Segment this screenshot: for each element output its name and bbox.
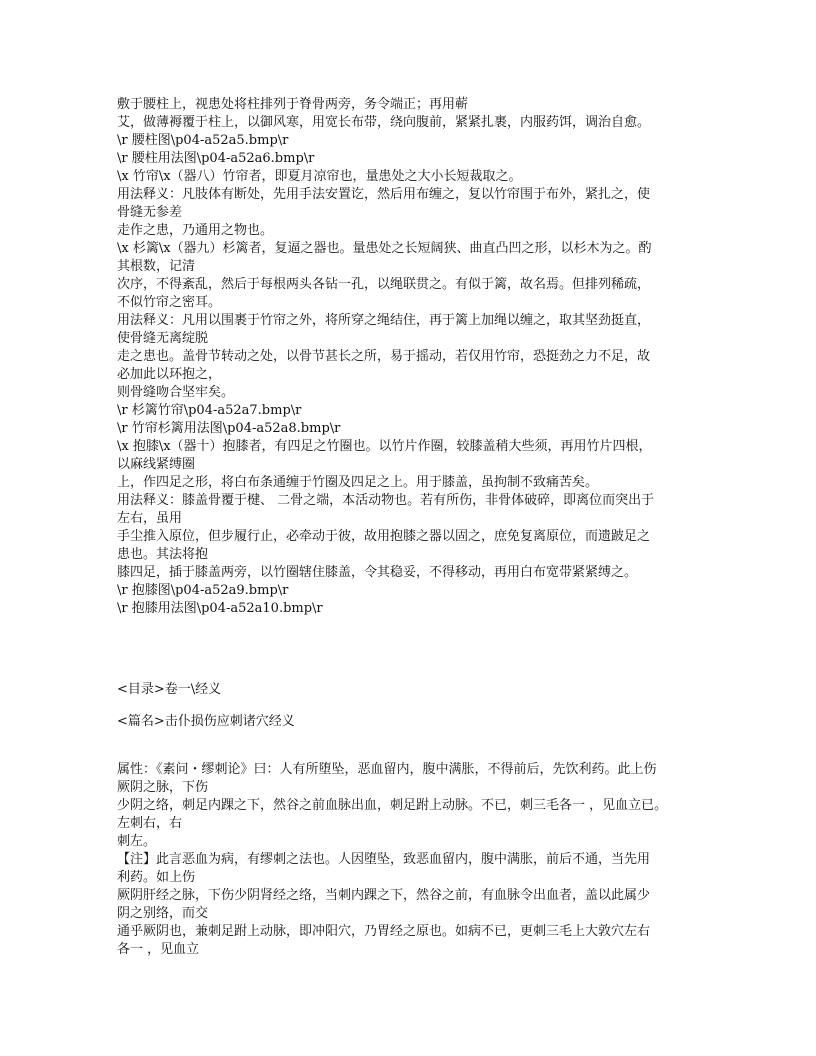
text-line: 属性：《素问・缪刺论》曰：人有所堕坠，恶血留内，腹中满胀，不得前后，先饮利药。此上伤: [117, 762, 657, 777]
text-line: 各一 ，见血立: [117, 942, 200, 957]
text-line: 用法释义：凡用以围裹于竹帘之外，将所穿之绳结住，再于篱上加绳以缠之，取其坚劲挺直，: [117, 313, 651, 328]
text-line: \r 腰柱图\p04-a52a5.bmp\r: [117, 133, 289, 148]
text-line: 通乎厥阴也，兼刺足跗上动脉，即冲阳穴，乃胃经之原也。如病不已，更刺三毛上大敦穴左右: [117, 924, 651, 939]
text-line: 敷于腰柱上，视患处将柱排列于脊骨两旁，务令端正；再用蕲: [117, 97, 469, 112]
text-line: \x 杉篱\x（器九）杉篱者，复逼之器也。量患处之长短阔狭、曲直凸凹之形，以杉木为之。酌: [117, 241, 652, 256]
catalog-line: <目录>卷一\经义: [117, 682, 222, 697]
text-line: 以麻线紧缚圈: [117, 457, 196, 472]
text-line: 使骨缝无离绽脱: [117, 331, 209, 346]
text-line: 厥阴之脉，下伤: [117, 780, 209, 795]
text-line: 患也。其法将抱: [117, 547, 209, 562]
chapter-line: <篇名>击仆损伤应刺诸穴经义: [117, 714, 295, 729]
text-line: 阴之别络，而交: [117, 906, 209, 921]
text-line: 艾，做薄褥覆于柱上，以御风寒，用宽长布带，绕向腹前，紧紧扎裹，内服药饵，调治自愈。: [117, 115, 651, 130]
text-line: \x 抱膝\x（器十）抱膝者，有四足之竹圈也。以竹片作圈，较膝盖稍大些须，再用竹片四根，: [117, 439, 652, 454]
text-line: 【注】此言恶血为病，有缪刺之法也。人因堕坠，致恶血留内，腹中满胀，前后不通，当先用: [117, 852, 651, 867]
text-line: 利药。如上伤: [117, 870, 196, 885]
text-line: 则骨缝吻合坚牢矣。: [117, 385, 235, 400]
text-line: 用法释义：凡肢体有断处，先用手法安置讫，然后用布缠之，复以竹帘围于布外，紧扎之，使: [117, 187, 651, 202]
text-line: \r 杉篱竹帘\p04-a52a7.bmp\r: [117, 403, 302, 418]
catalog-heading: [117, 681, 707, 699]
text-section-2: [117, 761, 707, 959]
text-line: \r 腰柱用法图\p04-a52a6.bmp\r: [117, 151, 315, 166]
text-line: \r 竹帘杉篱用法图\p04-a52a8.bmp\r: [117, 421, 341, 436]
text-line: 走作之患，乃通用之物也。: [117, 223, 274, 238]
text-line: 骨缝无参差: [117, 205, 183, 220]
text-line: 走之患也。盖骨节转动之处，以骨节甚长之所，易于摇动，若仅用竹帘，恐挺劲之力不足，故: [117, 349, 651, 364]
text-line: 不似竹帘之密耳。: [117, 295, 222, 310]
text-line: \x 竹帘\x（器八）竹帘者，即夏月凉帘也，量患处之大小长短裁取之。: [117, 169, 522, 184]
text-line: \r 抱膝用法图\p04-a52a10.bmp\r: [117, 601, 323, 616]
text-line: 膝四足，插于膝盖两旁，以竹圈辖住膝盖，令其稳妥，不得移动，再用白布宽带紧紧缚之。: [117, 565, 638, 580]
chapter-heading: [117, 713, 707, 731]
text-line: 少阴之络，刺足内踝之下，然谷之前血脉出血，刺足跗上动脉。不已，刺三毛各一 ，见血立已。: [117, 798, 668, 813]
text-line: 上，作四足之形，将白布条通缠于竹圈及四足之上。用于膝盖，虽拘制不致痛苦矣。: [117, 475, 599, 490]
text-line: 必加此以环抱之，: [117, 367, 222, 382]
text-line: 其根数，记清: [117, 259, 196, 274]
text-line: 手尘推入原位，但步履行止，必牵动于彼，故用抱膝之器以固之，庶免复离原位，而遗跛足之: [117, 529, 651, 544]
text-line: 用法释义：膝盖骨覆于楗、 二骨之端，本活动物也。若有所伤，非骨体破碎，即离位而突出于: [117, 493, 655, 508]
text-section-1: [117, 96, 707, 618]
text-line: \r 抱膝图\p04-a52a9.bmp\r: [117, 583, 289, 598]
text-line: 左刺右，右: [117, 816, 183, 831]
text-line: 左右，虽用: [117, 511, 183, 526]
text-line: 厥阴肝经之脉，下伤少阴肾经之络，当刺内踝之下，然谷之前，有血脉令出血者，盖以此属少: [117, 888, 651, 903]
text-line: 次序，不得紊乱，然后于每根两头各钻一孔，以绳联贯之。有似于篱，故名焉。但排列稀疏，: [117, 277, 651, 292]
text-line: 刺左。: [117, 834, 157, 849]
